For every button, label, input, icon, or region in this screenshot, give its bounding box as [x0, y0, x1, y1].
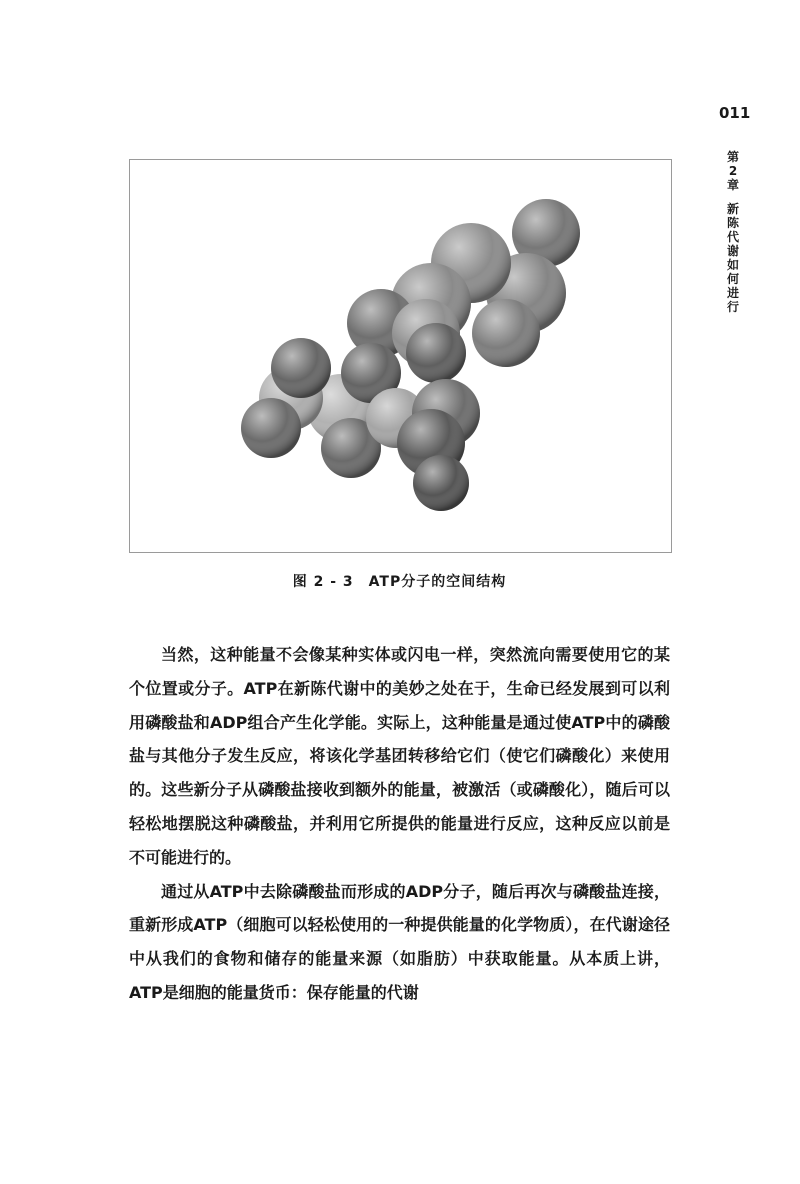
- atom-shading: [241, 398, 301, 458]
- page-number: 011: [719, 104, 751, 122]
- running-header: [724, 150, 742, 314]
- figure-caption: 图 2 - 3 ATP分子的空间结构: [292, 574, 507, 590]
- body-text: [129, 638, 670, 1010]
- atom-shading: [406, 323, 466, 383]
- chapter-label: 第2章: [726, 150, 739, 192]
- paragraph-2: 通过从ATP中去除磷酸盐而形成的ADP分子，随后再次与磷酸盐连接，重新形成ATP（细胞可以轻松使用的一种提供能量的化学物质），在代谢途径中从我们的食物和储存的能量来源（如脂肪）中获取能量。从本质上讲，ATP是细胞的能量货币：保存能量的代谢: [129, 881, 670, 1002]
- atom-shading: [413, 455, 469, 511]
- atp-molecule-illustration: [130, 160, 671, 552]
- figure-atp-model: [129, 159, 672, 553]
- atom-shading: [271, 338, 331, 398]
- chapter-title: 新陈代谢如何进行: [726, 202, 739, 314]
- atom-shading: [472, 299, 540, 367]
- paragraph-1: 当然，这种能量不会像某种实体或闪电一样，突然流向需要使用它的某个位置或分子。ATP在新陈代谢中的美妙之处在于，生命已经发展到可以利用磷酸盐和ADP组合产生化学能。实际上，这种能量是通过使ATP中的磷酸盐与其他分子发生反应，将该化学基团转移给它们（使它们磷酸化）来使用的。这些新分子从磷酸盐接收到额外的能量，被激活（或磷酸化），随后可以轻松地摆脱这种磷酸盐，并利用它所提供的能量进行反应，这种反应以前是不可能进行的。: [129, 645, 670, 867]
